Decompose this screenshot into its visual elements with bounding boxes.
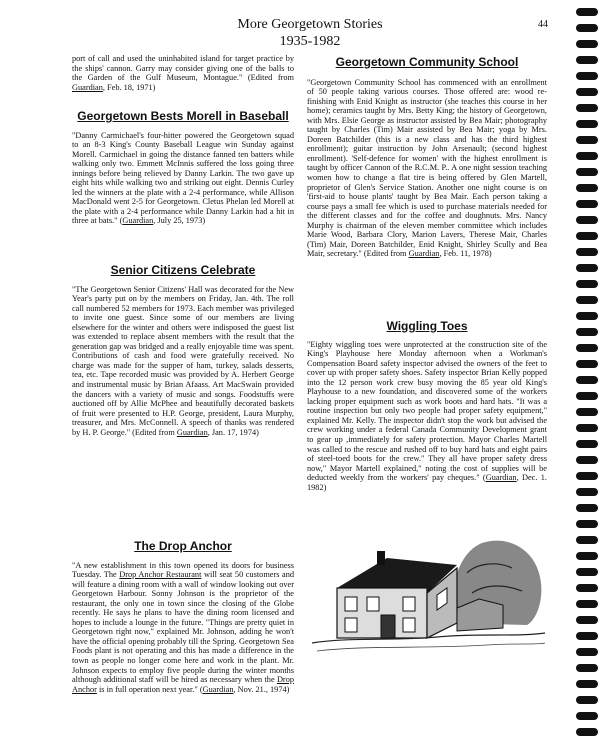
toes-body: "Eighty wiggling toes were unprotected at the construction site of the King's Playhouse here Monday afternoon when a Workman's Compensation Board safety inspector advised the owners of the feet to cover up with proper safety shoes. Safety inspector Brian Kelly popped into the 12 person work crew busy moving the 85 year old King's Playhouse to a new foundation, and discovered some of the workers lacking proper equipment such as work boots and hard hats. "It was a routine inspection but only two people had proper safety equipment," explained Mr. Kelly. The inspector didn't stop the work but advised the crew working under a federal Canada Community Development grant to gear up ,immediately for safety protection. Mayor Charles Martell was called to the rescue and rushed off to buy hard hats and eight pairs of steel-toed boots for the crew." They all have proper safety dress now," Mayor Martell explained," noting the cost of supplies will be deducted weekly from the workers' pay cheques." (: [307, 339, 547, 483]
binding-ring: [576, 472, 598, 480]
binding-ring: [576, 104, 598, 112]
binding-ring: [576, 696, 598, 704]
seniors-heading: Senior Citizens Celebrate: [110, 263, 256, 277]
school-heading: Georgetown Community School: [335, 55, 519, 69]
page-header: [160, 16, 460, 50]
article-cannon: [72, 54, 294, 92]
cannon-date: , Feb. 18, 1971): [102, 82, 156, 92]
binding-ring: [576, 344, 598, 352]
binding-ring: [576, 72, 598, 80]
binding-ring: [576, 712, 598, 720]
binding-ring: [576, 456, 598, 464]
binding-ring: [576, 520, 598, 528]
binding-ring: [576, 40, 598, 48]
binding-ring: [576, 504, 598, 512]
cannon-source: Guardian: [72, 82, 103, 92]
binding-ring: [576, 248, 598, 256]
binding-ring: [576, 184, 598, 192]
binding-ring: [576, 120, 598, 128]
house-sketch-icon: [307, 533, 547, 658]
toes-date: , Dec. 1. 1982): [307, 473, 547, 492]
binding-ring: [576, 168, 598, 176]
binding-ring: [576, 8, 598, 16]
binding-ring: [576, 312, 598, 320]
seniors-body: "The Georgetown Senior Citizens' Hall was decorated for the New Year's party put on by the members on Friday, Jan. 4th. The roll call numbered 52 members for 1973. Each member was privileged to invite one guest. Since some of our members are living elsewhere for the winter and others were indisposed the guest list was extended to replace absent members with the result that the generation gap was bridged and a really enjoyable time was spent. Contributions of cash and food were gratefully received. No charge was made for the supper of ham, turkey, salads desserts, tea, etc. Tape recorded music was provided by A. Herbert George and instrumental music by Brian Afaass. Art MacSwain provided the dancers with a variety of music and songs. Foodstuffs were auctioned off by Allie McPhee and beautifully decorated baskets of fruit were presented to H.P. George, president, Laura Murphy, treasurer, and Mrs. McConnell. A speech of thanks was rendered by H. P. George." (Edited from: [72, 284, 294, 437]
binding-ring: [576, 152, 598, 160]
binding-ring: [576, 24, 598, 32]
binding-ring: [576, 584, 598, 592]
article-toes: [307, 319, 547, 492]
article-anchor: [72, 539, 295, 694]
anchor-body-1: "A new establishment in this town opened its doors for business Tuesday. The: [72, 560, 294, 580]
binding-ring: [576, 568, 598, 576]
binding-ring: [576, 296, 598, 304]
binding-ring: [576, 616, 598, 624]
article-seniors: [72, 263, 294, 437]
anchor-drop-anchor: Drop Anchor: [72, 675, 294, 694]
cannon-body: port of call and used the uninhabited island for target practice by the ships' cannon. Garry may consider giving one of the balls to the Garden of the Gulf Museum, Montague." (Edited from: [72, 54, 294, 83]
binding-ring: [576, 136, 598, 144]
binding-ring: [576, 600, 598, 608]
binding-ring: [576, 648, 598, 656]
binding-ring: [576, 664, 598, 672]
binding-ring: [576, 632, 598, 640]
binding-ring: [576, 728, 598, 736]
toes-source: Guardian: [485, 473, 517, 483]
article-school: [307, 55, 547, 259]
binding-ring: [576, 680, 598, 688]
binding-ring: [576, 392, 598, 400]
baseball-date: , July 25, 1973): [153, 216, 206, 226]
binding-ring: [576, 216, 598, 224]
seniors-source: Guardian: [176, 427, 208, 437]
baseball-body: "Danny Carmichael's four-hitter powered the Georgetown squad to an 8-3 King's County Baseball League win Sunday against Morell. Carmichael in going the distance fanned ten batters while walking only two. Emmett McInnis suffered the loss going three innings before being relieved by Danny Larkin. The two gave up eight hits while walking two and striking out eight. Dennis Curley led the winners at the plate with a 2-4 performance, while Allison MacDonald went 2-5 for Georgetown. Cletus Phelan led Morell at the plate with a 2-4 performance while Danny Larkin had a hit in three at bats." (: [72, 130, 294, 226]
binding-ring: [576, 88, 598, 96]
spiral-binding-icon: [570, 0, 600, 750]
seniors-date: , Jan. 17, 1974): [207, 427, 259, 437]
anchor-source: Guardian: [202, 684, 234, 694]
anchor-date: , Nov. 21., 1974): [233, 684, 290, 694]
binding-ring: [576, 200, 598, 208]
binding-ring: [576, 280, 598, 288]
toes-heading: Wiggling Toes: [386, 319, 468, 333]
baseball-source: Guardian: [122, 216, 154, 226]
binding-ring: [576, 376, 598, 384]
anchor-body-3: is in full operation next year." (: [96, 684, 203, 694]
anchor-body-2: will seat 50 customers and will feature a dining room with a wall of window looking out over Georgetown Harbour. Sonny Johnson is the proprietor of the restaurant, the only one in town since the closing of the Globe recently. He says he plans to have the dining room licensed and hopes to include a lounge in the future. "Things are pretty quiet in Georgetown right now," explained Mr. Johnson, adding he won't have the official opening probably till the Spring. Georgetown Sea Foods plant is not operating and this has made a difference in the town as people no longer come here and work in the plant. Mr. Johnson expects to employ five people during the winter months although additional staff will be hired as necessary when the: [72, 570, 295, 685]
baseball-heading: Georgetown Bests Morell in Baseball: [77, 109, 289, 123]
school-source: Guardian: [408, 249, 440, 259]
binding-ring: [576, 360, 598, 368]
anchor-restaurant-name: Drop Anchor Restaurant: [119, 570, 202, 580]
article-baseball: [72, 109, 294, 226]
school-date: , Feb. 11, 1978): [439, 249, 492, 259]
anchor-heading: The Drop Anchor: [134, 539, 232, 553]
book-title: More Georgetown Stories: [237, 17, 383, 32]
binding-ring: [576, 56, 598, 64]
binding-ring: [576, 408, 598, 416]
binding-ring: [576, 328, 598, 336]
binding-ring: [576, 488, 598, 496]
binding-ring: [576, 424, 598, 432]
binding-ring: [576, 264, 598, 272]
school-body: "Georgetown Community School has commenced with an enrollment of 50 people taking various courses. Those offered are: wood re-finishing with Enid Knight as instructor (she teaches this course in her home); ceramics taught by Mrs. Betty King; the history of Georgetown, with Mrs. Elsie George as instructor assisted by Bea Mair; photography taught by Charles (Tim) Mair assisted by Bea Mair; yoga by Mrs. Doreen Batchilder (this is a new class and has the third highest enrollment); guitar instruction by John Arsenault; (second highest enrollment). 'Self-defence for women' with the highest enrollment is taught by officer Cannon of the R.C.M. P.. A one night session teaching women how to change a flat tire is being offered by Glen Martell, proprietor of Glen's Service Station. Another one night course is on 'first-aid to house plants' taught by Bea Mair. Each person taking a course pays a small fee which is used to purchase materials needed for the different classes and for the coffee and doughnuts. Mrs. Nancy Murphy is chairman of the eleven member committee which includes Marie Wood, Barbara Clory, Marion Lavers, Therese Mair, Charles (Tim) Mair, Doreen Batchilder, Enid Knight, Shirley Scully and Bea Mair, secretary." (Edited from: [307, 77, 547, 259]
binding-ring: [576, 552, 598, 560]
binding-ring: [576, 440, 598, 448]
binding-ring: [576, 536, 598, 544]
book-years: 1935-1982: [279, 34, 341, 49]
binding-ring: [576, 232, 598, 240]
page-number: 44: [538, 19, 548, 30]
